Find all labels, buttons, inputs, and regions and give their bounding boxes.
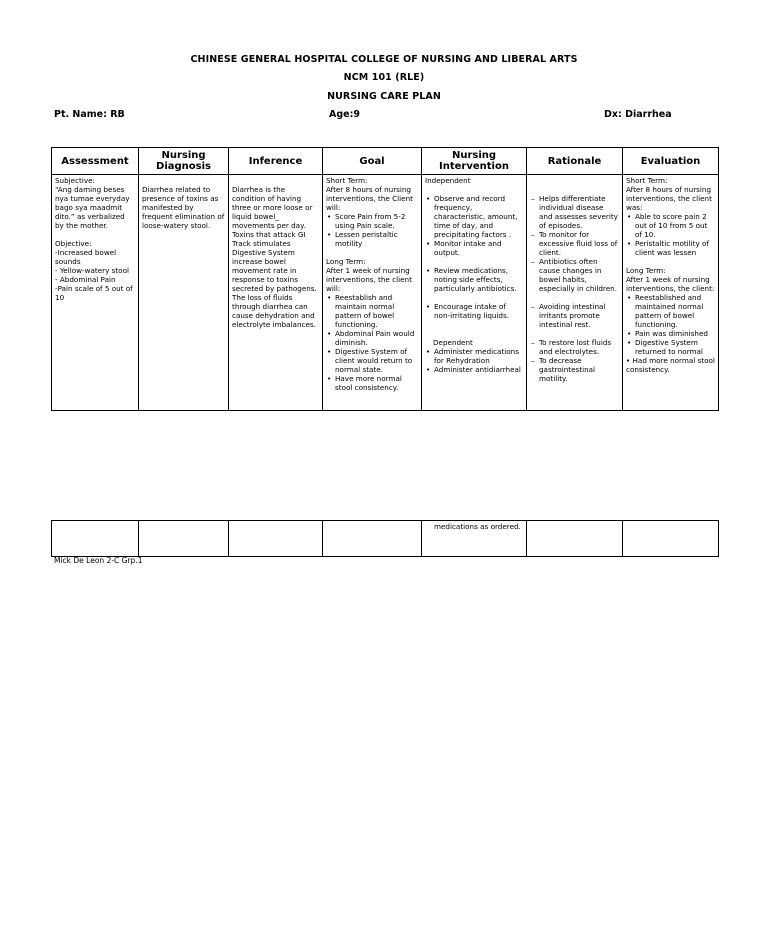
evaluation-cell bbox=[623, 175, 719, 411]
goal-short-list bbox=[326, 212, 418, 248]
evaluation-long-tail: • Had more normal stool consistency. bbox=[626, 356, 715, 374]
goal-long-list bbox=[326, 293, 418, 392]
objective-label: Objective: bbox=[55, 239, 92, 248]
diagnosis-text: Diarrhea related to presence of toxins as manifested by frequent elimination of loose-watery stool. bbox=[142, 185, 225, 230]
rationale-list bbox=[530, 194, 619, 293]
dependent-list bbox=[425, 347, 523, 374]
independent-list bbox=[425, 194, 523, 257]
independent-label: Independent bbox=[425, 176, 471, 185]
table-row bbox=[52, 521, 719, 557]
column-header: Nursing Diagnosis bbox=[139, 148, 229, 175]
column-header: Evaluation bbox=[623, 148, 719, 175]
goal-long-label: Long Term: bbox=[326, 257, 366, 266]
list-item: • Pain was diminished bbox=[635, 329, 715, 338]
subjective-label: Subjective: bbox=[55, 176, 95, 185]
assessment-cell bbox=[52, 521, 139, 557]
inference-text: Diarrhea is the condition of having three or more loose or liquid bowel_ movements per day. Toxins that attack GI Track stimulates Digestive System increase bowel movement rate in response to toxins secreted by pathogens. The loss of fluids through diarrhea can cause dehydration and electrolyte imbalances. bbox=[232, 185, 317, 329]
objective-item: - Yellow-watery stool bbox=[55, 266, 129, 275]
list-item: • Administer medications for Rehydration bbox=[434, 347, 523, 365]
intervention-cell bbox=[422, 175, 527, 411]
list-item: • Administer antidiarrheal bbox=[434, 365, 523, 374]
school-title: CHINESE GENERAL HOSPITAL COLLEGE OF NURSING AND LIBERAL ARTS bbox=[190, 54, 578, 65]
column-header: Goal bbox=[323, 148, 422, 175]
list-item: • Abdominal Pain would diminish. bbox=[335, 329, 418, 347]
goal-long-intro: After 1 week of nursing interventions, the client will: bbox=[326, 266, 412, 293]
goal-cell bbox=[323, 175, 422, 411]
list-item: • Digestive System of client would return to normal state. bbox=[335, 347, 418, 374]
inference-cell bbox=[229, 175, 323, 411]
objective-item: -Pain scale of 5 out of 10 bbox=[55, 284, 133, 302]
list-item: – Avoiding intestinal irritants promote intestinal rest. bbox=[539, 302, 619, 329]
document-title: NURSING CARE PLAN bbox=[327, 91, 441, 102]
list-item: – Antibiotics often cause changes in bowel habits, especially in children. bbox=[539, 257, 619, 293]
list-item: • Digestive System returned to normal bbox=[635, 338, 715, 356]
assessment-cell bbox=[52, 175, 139, 411]
independent-list bbox=[425, 266, 523, 293]
list-item: • Monitor intake and output. bbox=[434, 239, 523, 257]
care-plan-table-continued bbox=[51, 520, 719, 557]
list-item: • Review medications, noting side effects, particularly antibiotics. bbox=[434, 266, 523, 293]
rationale-cell bbox=[527, 521, 623, 557]
evaluation-short-intro: After 8 hours of nursing interventions, the client was: bbox=[626, 185, 712, 212]
evaluation-long-list bbox=[626, 293, 715, 356]
column-header: Rationale bbox=[527, 148, 623, 175]
rationale-list bbox=[530, 338, 619, 383]
list-item: • Reestablish and maintain normal pattern of bowel functioning. bbox=[335, 293, 418, 329]
goal-cell bbox=[323, 521, 422, 557]
list-item: – To monitor for excessive fluid loss of client. bbox=[539, 230, 619, 257]
subjective-text: “Ang daming beses nya tumae everyday bago sya maadmit dito.” as verbalized by the mother. bbox=[55, 185, 130, 230]
rationale-cell bbox=[527, 175, 623, 411]
column-header: Nursing Intervention bbox=[422, 148, 527, 175]
list-item: • Peristaltic motility of client was lessen bbox=[635, 239, 715, 257]
course-code: NCM 101 (RLE) bbox=[343, 72, 425, 83]
diagnosis-cell bbox=[139, 521, 229, 557]
list-item: • Encourage intake of non-irritating liquids. bbox=[434, 302, 523, 320]
evaluation-cell bbox=[623, 521, 719, 557]
list-item: • Reestablished and maintained normal pattern of bowel functioning. bbox=[635, 293, 715, 329]
list-item: • Score Pain from 5-2 using Pain scale. bbox=[335, 212, 418, 230]
goal-short-label: Short Term: bbox=[326, 176, 368, 185]
table-header-row bbox=[52, 148, 719, 175]
list-item: – To decrease gastrointestinal motility. bbox=[539, 356, 619, 383]
list-item: – Helps differentiate individual disease and assesses severity of episodes. bbox=[539, 194, 619, 230]
column-header: Inference bbox=[229, 148, 323, 175]
evaluation-short-label: Short Term: bbox=[626, 176, 668, 185]
objective-item: - Abdominal Pain bbox=[55, 275, 116, 284]
footer-author: Mick De Leon 2-C Grp.1 bbox=[54, 556, 143, 565]
diagnosis-cell bbox=[139, 175, 229, 411]
inference-cell bbox=[229, 521, 323, 557]
list-item: • Able to score pain 2 out of 10 from 5 out of 10. bbox=[635, 212, 715, 239]
list-item: • Lessen peristaltic motility bbox=[335, 230, 418, 248]
dependent-label: Dependent bbox=[433, 338, 473, 347]
patient-name: Pt. Name: RB bbox=[54, 109, 125, 120]
evaluation-long-label: Long Term: bbox=[626, 266, 666, 275]
evaluation-short-list bbox=[626, 212, 715, 257]
patient-age: Age:9 bbox=[329, 109, 361, 120]
rationale-list bbox=[530, 302, 619, 329]
table-row bbox=[52, 175, 719, 411]
intervention-cell bbox=[422, 521, 527, 557]
objective-item: -Increased bowel sounds bbox=[55, 248, 117, 266]
goal-short-intro: After 8 hours of nursing interventions, the Client will: bbox=[326, 185, 413, 212]
patient-diagnosis: Dx: Diarrhea bbox=[604, 109, 672, 120]
independent-list bbox=[425, 302, 523, 320]
column-header: Assessment bbox=[52, 148, 139, 175]
list-item: • Observe and record frequency, characteristic, amount, time of day, and precipitating factors . bbox=[434, 194, 523, 239]
list-item: – To restore lost fluids and electrolytes. bbox=[539, 338, 619, 356]
evaluation-long-intro: After 1 week of nursing interventions, the client: bbox=[626, 275, 715, 293]
care-plan-table bbox=[51, 147, 719, 411]
intervention-continued: medications as ordered. bbox=[434, 522, 521, 531]
list-item: • Have more normal stool consistency. bbox=[335, 374, 418, 392]
